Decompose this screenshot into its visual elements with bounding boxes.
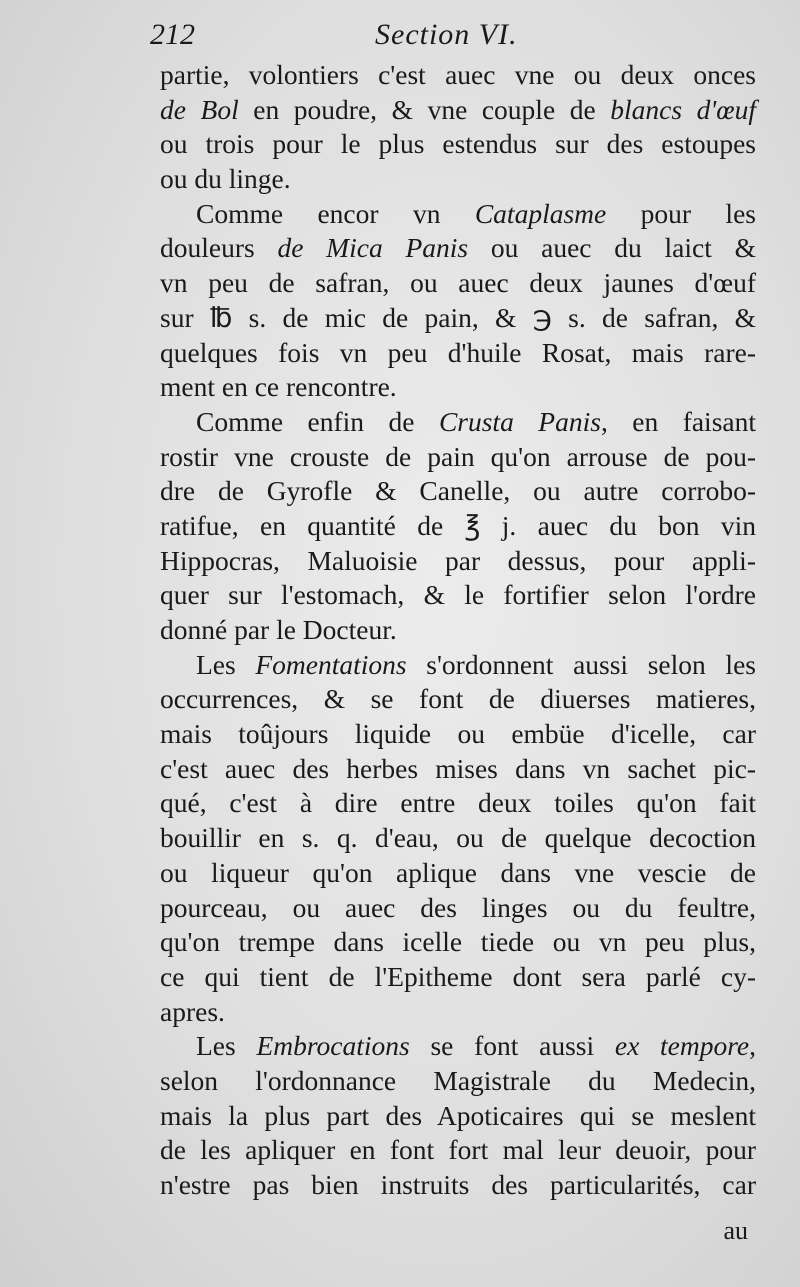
- italic-term: Crusta Panis: [438, 405, 601, 437]
- text-line: [160, 1029, 756, 1064]
- text-line: [160, 682, 756, 717]
- text-line: [160, 1168, 756, 1203]
- text-line: [160, 474, 756, 509]
- text-line: [160, 58, 756, 93]
- text-run: ce qui tient de l'Epitheme dont sera parlé cy-: [160, 960, 756, 992]
- italic-term: Embrocations: [256, 1030, 410, 1062]
- text-run: pourceau, ou auec des linges ou du feultre,: [160, 891, 756, 923]
- text-line: [160, 162, 756, 197]
- italic-term: Cataplasme: [474, 197, 607, 229]
- text-run: rostir vne crouste de pain qu'on arrouse de pou-: [160, 440, 756, 472]
- text-run: de les apliquer en font fort mal leur deuoir, pour: [160, 1134, 756, 1166]
- text-line: [160, 752, 756, 787]
- text-line: [160, 1133, 756, 1168]
- italic-term: de Mica Panis: [277, 232, 469, 264]
- text-run: ou auec du laict &: [468, 232, 756, 264]
- text-run: bouillir en s. q. d'eau, ou de quelque decoction: [160, 822, 756, 854]
- text-run: dre de Gyrofle & Canelle, ou autre corrobo-: [160, 475, 756, 507]
- text-line: [160, 231, 756, 266]
- running-head: Section VI.: [375, 18, 518, 51]
- text-run: pour les: [606, 197, 756, 229]
- text-line: [160, 266, 756, 301]
- text-line: [160, 717, 756, 752]
- text-run: se font aussi: [409, 1030, 615, 1062]
- text-line: [160, 93, 756, 128]
- text-run: n'estre pas bien instruits des particularités, car: [160, 1169, 756, 1200]
- italic-term: Fomentations: [255, 648, 407, 680]
- text-run: ,: [749, 1030, 756, 1062]
- text-line: [160, 648, 756, 683]
- text-run: apres.: [160, 995, 225, 1027]
- text-run: en poudre, & vne couple de: [238, 93, 611, 125]
- text-run: ou trois pour le plus estendus sur des estoupes: [160, 128, 756, 160]
- text-run: mais la plus part des Apoticaires qui se meslent: [160, 1099, 756, 1131]
- text-run: ratifue, en quantité de ℥ j. auec du bon vin: [160, 509, 756, 541]
- text-line: [160, 1099, 756, 1134]
- text-run: qué, c'est à dire entre deux toiles qu'on fait: [160, 787, 756, 819]
- text-line: [160, 544, 756, 579]
- page-number: 212: [150, 18, 195, 51]
- text-line: [160, 578, 756, 613]
- text-run: c'est auec des herbes mises dans vn sachet pic-: [160, 752, 756, 784]
- italic-term: blancs d'œuf: [610, 93, 756, 125]
- text-line: [160, 960, 756, 995]
- text-run: ou liqueur qu'on aplique dans vne vescie de: [160, 856, 756, 888]
- text-line: [160, 821, 756, 856]
- text-run: Hippocras, Maluoisie par dessus, pour appli-: [160, 544, 756, 576]
- text-run: s'ordonnent aussi selon les: [406, 648, 756, 680]
- text-run: Les: [196, 1030, 257, 1062]
- text-run: occurrences, & se font de diuerses matieres,: [160, 683, 756, 715]
- text-run: douleurs: [160, 232, 278, 264]
- text-run: vn peu de safran, ou auec deux jaunes d'œuf: [160, 267, 756, 299]
- text-line: [160, 995, 756, 1030]
- text-run: Comme enfin de: [196, 405, 439, 437]
- text-line: [160, 370, 756, 405]
- text-run: mais toûjours liquide ou embüe d'icelle, car: [160, 718, 756, 750]
- text-line: [160, 336, 756, 371]
- text-run: qu'on trempe dans icelle tiede ou vn peu plus,: [160, 926, 756, 958]
- text-run: Comme encor vn: [196, 197, 475, 229]
- text-run: donné par le Docteur.: [160, 614, 397, 645]
- catchword: au: [723, 1216, 748, 1245]
- text-line: [160, 127, 756, 162]
- text-line: [160, 440, 756, 475]
- page-header: [150, 18, 620, 62]
- italic-term: de Bol: [160, 93, 239, 125]
- text-run: sur ℔ s. de mic de pain, & ℈ s. de safran, &: [160, 301, 756, 333]
- text-run: quelques fois vn peu d'huile Rosat, mais rare-: [160, 336, 756, 368]
- text-line: [160, 925, 756, 960]
- text-run: , en faisant: [600, 405, 756, 437]
- text-run: ment en ce rencontre.: [160, 371, 397, 403]
- text-line: [160, 509, 756, 544]
- text-run: selon l'ordonnance Magistrale du Medecin,: [160, 1064, 756, 1096]
- text-run: partie, volontiers c'est auec vne ou deux onces: [160, 59, 756, 90]
- text-line: [160, 613, 756, 648]
- body-text: [160, 58, 756, 1203]
- text-line: [160, 856, 756, 891]
- text-run: Les: [196, 648, 256, 680]
- text-run: quer sur l'estomach, & le fortifier selon l'ordre: [160, 579, 756, 611]
- text-line: [160, 197, 756, 232]
- text-line: [160, 405, 756, 440]
- text-run: ou du linge.: [160, 163, 291, 195]
- text-line: [160, 891, 756, 926]
- text-line: [160, 786, 756, 821]
- italic-term: ex tempore: [614, 1030, 750, 1062]
- text-line: [160, 1064, 756, 1099]
- text-line: [160, 301, 756, 336]
